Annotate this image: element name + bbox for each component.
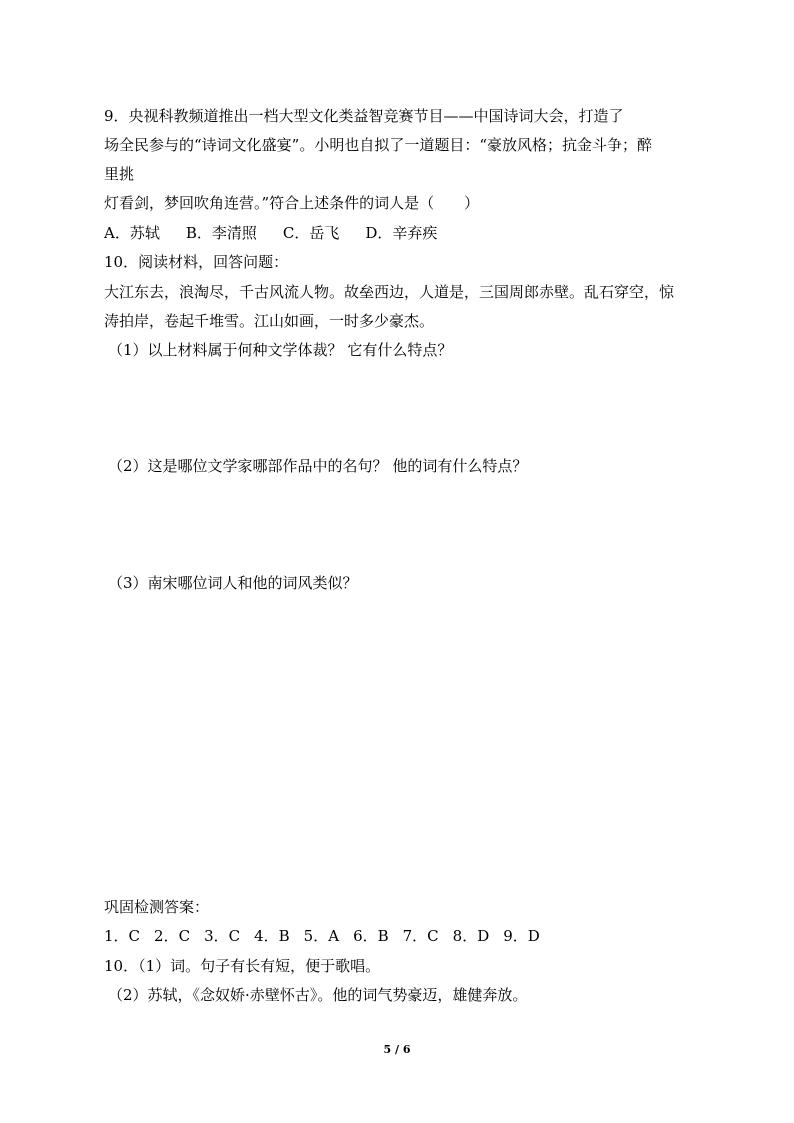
answer-10-part-1: 10．（1）词。句子有长有短，便于歌唱。	[104, 957, 381, 975]
answer-1: 1．C	[104, 927, 141, 945]
q10-sub-question-2: （2）这是哪位文学家哪部作品中的名句？ 他的词有什么特点？	[108, 457, 528, 475]
q10-material-line-1: 大江东去，浪淘尽，千古风流人物。故垒西边，人道是，三国周郎赤壁。乱石穿空，惊	[104, 283, 675, 301]
page-number: 5 / 6	[383, 1043, 411, 1056]
q9-line-3: 里挑	[104, 165, 135, 183]
answer-10-part-2: （2）苏轼，《念奴娇·赤壁怀古》。他的词气势豪迈，雄健奔放。	[108, 986, 528, 1004]
answers-list	[104, 926, 554, 946]
answer-7: 7．C	[402, 927, 439, 945]
answer-4: 4．B	[254, 927, 290, 945]
q9-option-d: D．辛弃疾	[365, 224, 438, 242]
q9-options	[104, 223, 463, 243]
q10-title: 10．阅读材料，回答问题：	[104, 253, 289, 271]
answer-2: 2．C	[154, 927, 191, 945]
q9-option-c: C．岳飞	[282, 224, 340, 242]
answer-5: 5．A	[303, 927, 340, 945]
answer-8: 8．D	[452, 927, 490, 945]
answer-3: 3．C	[204, 927, 241, 945]
q9-line-4: 灯看剑，梦回吹角连营。”符合上述条件的词人是（ ）	[104, 194, 480, 212]
q9-line-1: 9．央视科教频道推出一档大型文化类益智竞赛节目——中国诗词大会，打造了	[104, 107, 624, 125]
q10-material-line-2: 涛拍岸，卷起千堆雪。江山如画，一时多少豪杰。	[104, 312, 435, 330]
q9-option-b: B．李清照	[185, 224, 257, 242]
q10-sub-question-3: （3）南宋哪位词人和他的词风类似？	[108, 574, 358, 592]
answer-9: 9．D	[503, 927, 540, 945]
q10-sub-question-1: （1）以上材料属于何种文学体裁？ 它有什么特点？	[108, 341, 453, 359]
answers-heading: 巩固检测答案：	[104, 898, 210, 916]
q9-line-2: 场全民参与的“诗词文化盛宴”。小明也自拟了一道题目：“豪放风格；抗金斗争；醉	[104, 136, 653, 154]
q9-option-a: A．苏轼	[104, 224, 160, 242]
answer-6: 6．B	[353, 927, 389, 945]
